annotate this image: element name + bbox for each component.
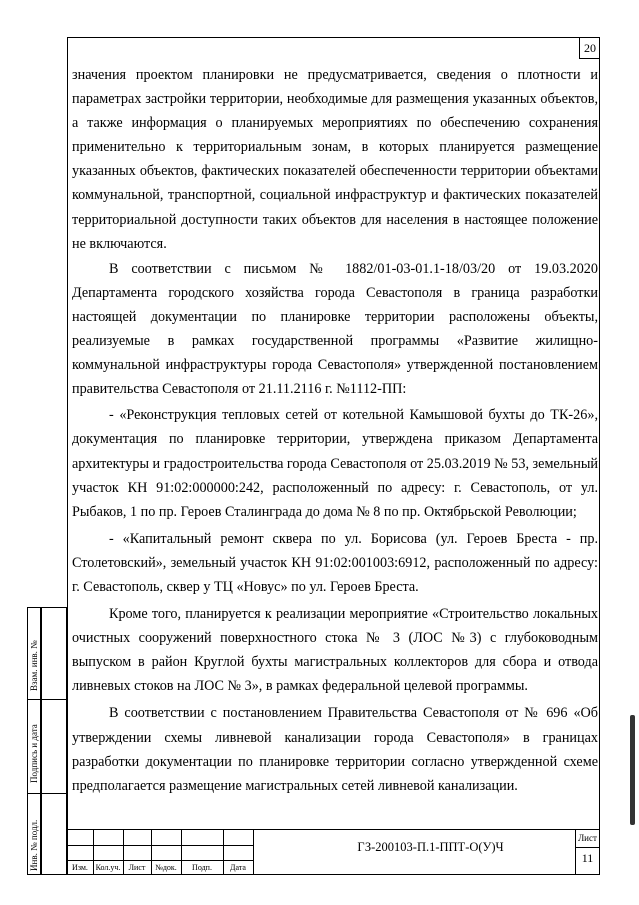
page-number: 20 [579, 37, 600, 59]
paragraph: Кроме того, планируется к реализации мероприятие «Строительство локальных очистных сооружений поверхностного стока № 3 (ЛОС №3) с глубоководным выпуском в район Круглой бухты магистральных коллекторов для сбора и отвода ливневых стоков на ЛОС № 3», в рамках федеральной целевой программы. [72, 606, 598, 695]
stamp-label-ndok: №док. [155, 863, 177, 872]
paragraph: - «Реконструкция тепловых сетей от котельной Камышовой бухты до ТК-26», документация по планировке территории, утверждена приказом Департамента архитектуры и градостроительства города Севастополя от 25.03.2019 № 53, земельный участок КН 91:02:000000:242, расположенный по адресу: г. Севастополь, от ул. Рыбаков, 1 по пр. Героев Сталинграда до дома № 8 по пр. Октябрьской Революции; [72, 407, 598, 520]
sheet-number: 11 [581, 851, 594, 865]
side-label-podpis: Подпись и дата [29, 724, 39, 783]
side-stamp-divider [27, 793, 67, 794]
stamp-label-izm: Изм. [72, 863, 88, 872]
stamp-row-line [67, 860, 253, 861]
stamp-label-kolvo: Кол.уч. [95, 863, 121, 872]
stamp-label-list: Лист [128, 863, 146, 872]
side-stamp-divider [27, 699, 67, 700]
scan-artifact [630, 715, 635, 825]
document-code: ГЗ-200103-П.1-ППТ-О(У)Ч [357, 840, 504, 854]
stamp-row-line [67, 845, 253, 846]
sheet-label: Лист [578, 833, 597, 843]
paragraph: В соответствии с письмом № 1882/01-03-01.1-18/03/20 от 19.03.2020 Департамента городского хозяйства города Севастополя в граница разработки настоящей документации по планировке территории расположены объекты, реализуемые в рамках государственной программы «Развитие жилищно-коммунальной инфраструктуры города Севастополя» утвержденной постановлением правительства Севастополя от 21.11.2116 г. №1112-ПП: [72, 260, 598, 398]
side-label-vzam: Взам. инв. № [29, 640, 39, 691]
paragraph: В соответствии с постановлением Правительства Севастополя от № 696 «Об утверждении схемы ливневой канализации города Севастополя» в границах разработки документации по планировке территории согласно утвержденной схеме предполагается размещение магистральных сетей ливневой канализации. [72, 705, 598, 794]
side-stamp [27, 607, 67, 875]
paragraph: - «Капитальный ремонт сквера по ул. Борисова (ул. Героев Бреста - пр. Столетовский», земельный участок КН 91:02:001003:6912, расположенный по адресу: г. Севастополь, сквер у ТЦ «Новус» по ул. Героев Бреста. [72, 530, 598, 595]
stamp-label-podp: Подп. [192, 863, 212, 872]
stamp-label-data: Дата [230, 863, 246, 872]
side-stamp-value-column [41, 607, 67, 875]
title-block [67, 829, 600, 875]
side-label-inv: Инв. № подл. [29, 819, 39, 871]
paragraph: значения проектом планировки не предусматривается, сведения о плотности и параметрах застройки территории, необходимые для размещения указанных объектов, а также информация о планируемых мероприятиях по обеспечению сохранения применительно к территориальным зонам, в которых планируется размещение указанных объектов, фактических показателей обеспеченности территории объектами коммунальной, транспортной, социальной инфраструктур и фактических показателей территориальной доступности таких объектов для населения в настоящее положение не включаются. [72, 67, 598, 252]
document-body [72, 63, 598, 798]
